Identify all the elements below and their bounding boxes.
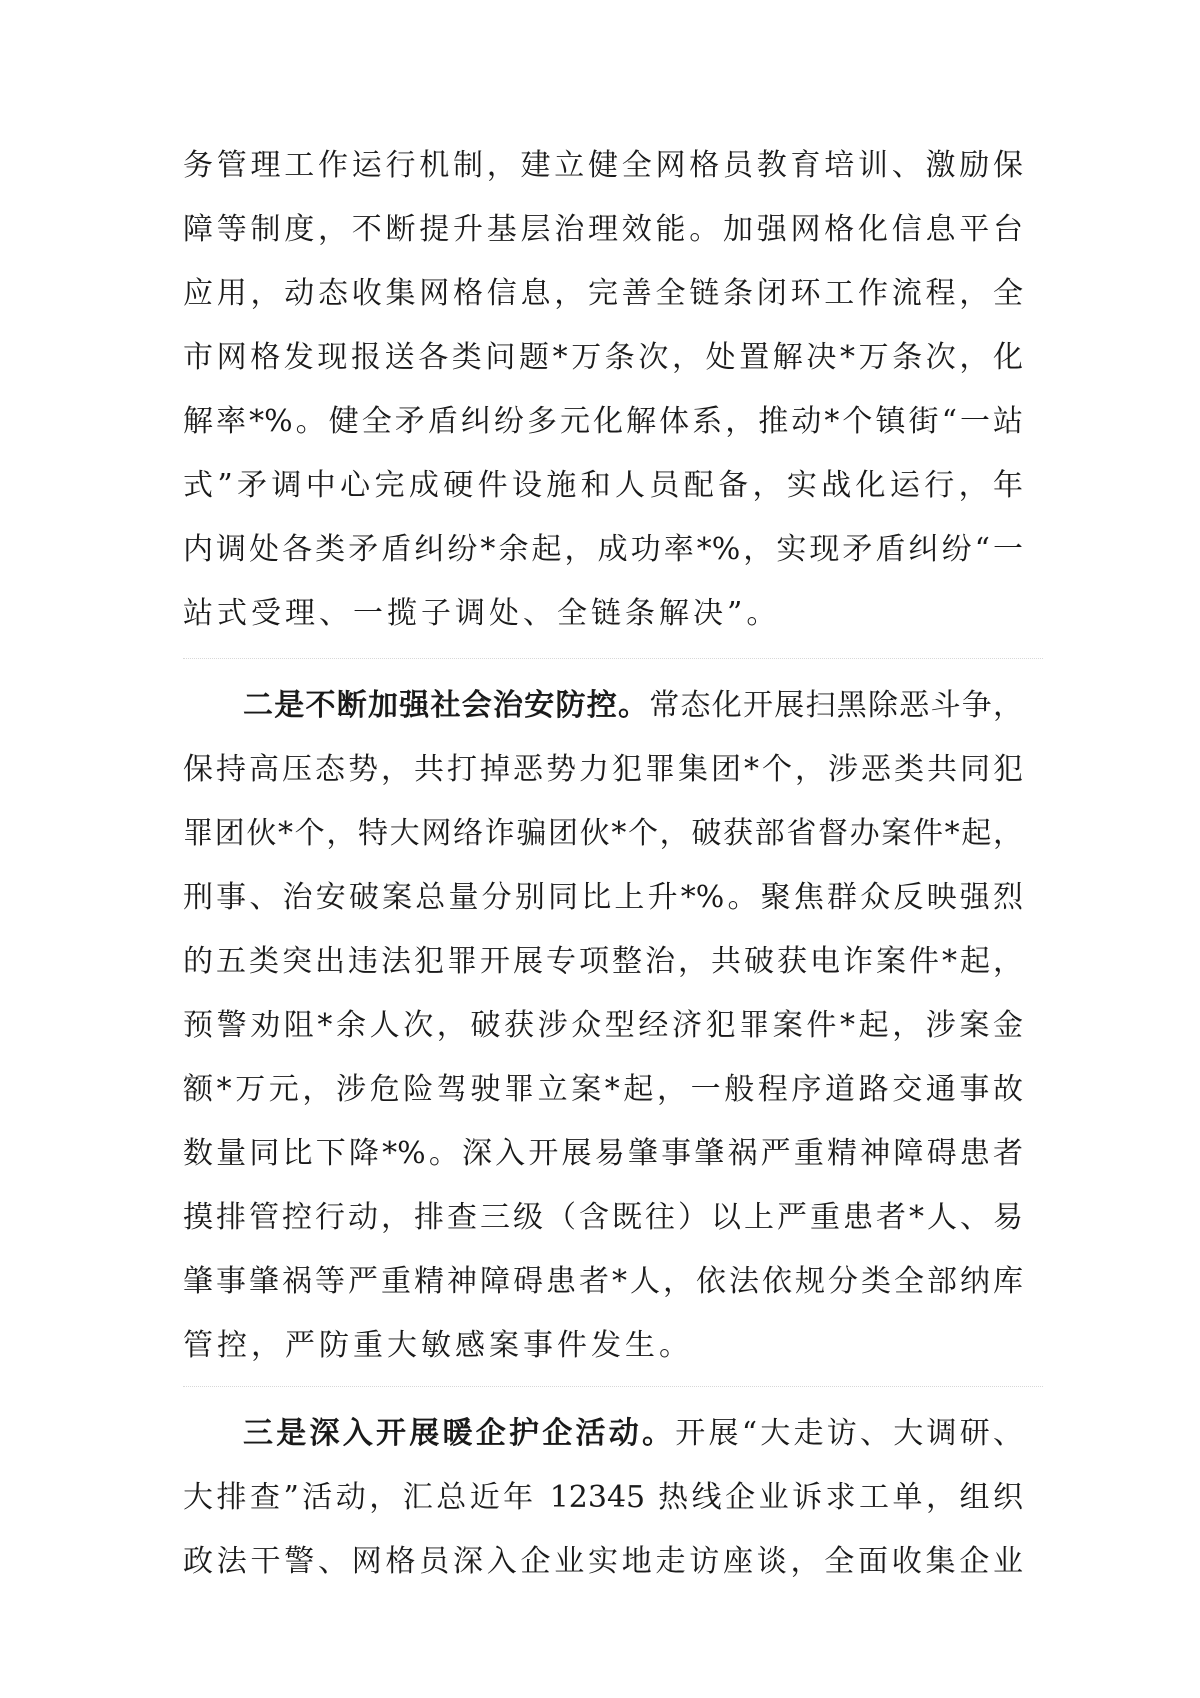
text-line: 市网格发现报送各类问题*万条次，处置解决*万条次，化 [183,340,1023,375]
text-line: 站式受理、一揽子调处、全链条解决”。 [183,596,781,631]
section-lead: 二是不断加强社会治安防控。 [243,688,650,723]
text-line: 的五类突出违法犯罪开展专项整治，共破获电诈案件*起， [183,944,1023,979]
paragraph-enterprise-support [183,1402,1023,1594]
text-line [183,1402,1023,1466]
text-line: 政法干警、网格员深入企业实地走访座谈，全面收集企业 [183,1544,1023,1579]
text-line: 保持高压态势，共打掉恶势力犯罪集团*个，涉恶类共同犯 [183,752,1023,787]
text-line [183,674,1023,738]
text-line: 摸排管控行动，排查三级（含既往）以上严重患者*人、易 [183,1200,1023,1235]
text-line: 障等制度，不断提升基层治理效能。加强网格化信息平台 [183,212,1023,247]
text-line: 解率*%。健全矛盾纠纷多元化解体系，推动*个镇街“一站 [183,404,1023,439]
paragraph-public-security [183,674,1023,1378]
section-lead-rest: 开展“大走访、大调研、 [675,1416,1023,1451]
text-line: 额*万元，涉危险驾驶罪立案*起，一般程序道路交通事故 [183,1072,1023,1107]
paragraph-divider [183,1386,1043,1387]
text-line: 预警劝阻*余人次，破获涉众型经济犯罪案件*起，涉案金 [183,1008,1023,1043]
text-line: 务管理工作运行机制，建立健全网格员教育培训、激励保 [183,148,1023,183]
text-line: 肇事肇祸等严重精神障碍患者*人，依法依规分类全部纳库 [183,1264,1023,1299]
paragraph-grid-governance [183,134,1023,646]
section-lead: 三是深入开展暖企护企活动。 [243,1416,676,1451]
text-line: 管控，严防重大敏感案事件发生。 [183,1328,693,1363]
text-line: 式”矛调中心完成硬件设施和人员配备，实战化运行，年 [183,468,1023,503]
text-line: 内调处各类矛盾纠纷*余起，成功率*%，实现矛盾纠纷“一 [183,532,1023,567]
section-lead-rest: 常态化开展扫黑除恶斗争， [649,688,1023,723]
text-line: 数量同比下降*%。深入开展易肇事肇祸严重精神障碍患者 [183,1136,1023,1171]
text-line: 大排查”活动，汇总近年 12345 热线企业诉求工单，组织 [183,1480,1023,1515]
text-line: 刑事、治安破案总量分别同比上升*%。聚焦群众反映强烈 [183,880,1023,915]
text-line: 应用，动态收集网格信息，完善全链条闭环工作流程，全 [183,276,1023,311]
paragraph-divider [183,658,1043,659]
text-line: 罪团伙*个，特大网络诈骗团伙*个，破获部省督办案件*起， [183,816,1023,851]
